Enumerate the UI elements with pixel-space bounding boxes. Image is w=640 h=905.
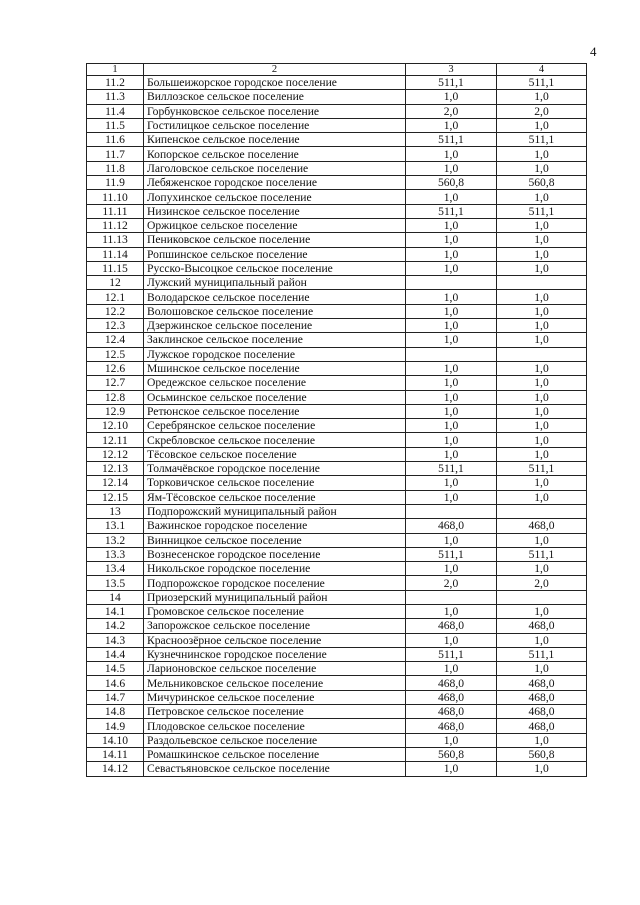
- row-value-col3: 1,0: [406, 633, 497, 647]
- row-value-col4: 1,0: [497, 662, 587, 676]
- row-value-col3: 560,8: [406, 176, 497, 190]
- row-number: 11.7: [87, 147, 144, 161]
- table-row: [87, 319, 587, 333]
- row-name: Лебяженское городское поселение: [144, 176, 406, 190]
- row-value-col4: 1,0: [497, 290, 587, 304]
- row-name: Толмачёвское городское поселение: [144, 462, 406, 476]
- row-value-col4: 1,0: [497, 319, 587, 333]
- row-name: Запорожское сельское поселение: [144, 619, 406, 633]
- table-row: [87, 190, 587, 204]
- row-value-col4: 468,0: [497, 676, 587, 690]
- table-row: [87, 347, 587, 361]
- row-number: 12.7: [87, 376, 144, 390]
- table-row: [87, 290, 587, 304]
- table-row: [87, 118, 587, 132]
- row-name: Заклинское сельское поселение: [144, 333, 406, 347]
- page-number: 4: [590, 44, 597, 59]
- row-name: Осьминское сельское поселение: [144, 390, 406, 404]
- table-row: [87, 233, 587, 247]
- row-number: 14.10: [87, 733, 144, 747]
- row-number: 11.15: [87, 261, 144, 275]
- row-name: Оредежское сельское поселение: [144, 376, 406, 390]
- table-row: [87, 733, 587, 747]
- table-body: [87, 76, 587, 777]
- row-name: Вознесенское городское поселение: [144, 547, 406, 561]
- row-name: Пениковское сельское поселение: [144, 233, 406, 247]
- row-value-col3: 1,0: [406, 361, 497, 375]
- row-name: Кузнечнинское городское поселение: [144, 647, 406, 661]
- row-number: 14.1: [87, 604, 144, 618]
- table-row: [87, 419, 587, 433]
- row-value-col4: [497, 504, 587, 518]
- row-value-col3: 1,0: [406, 404, 497, 418]
- column-header-2: 2: [144, 64, 406, 76]
- row-name: Петровское сельское поселение: [144, 705, 406, 719]
- row-name: Кипенское сельское поселение: [144, 133, 406, 147]
- row-number: 11.9: [87, 176, 144, 190]
- row-name: Копорское сельское поселение: [144, 147, 406, 161]
- row-number: 14.2: [87, 619, 144, 633]
- row-number: 12.13: [87, 462, 144, 476]
- row-value-col3: 511,1: [406, 547, 497, 561]
- allocation-table: [86, 63, 587, 777]
- row-value-col3: 468,0: [406, 690, 497, 704]
- row-number: 11.6: [87, 133, 144, 147]
- row-value-col4: 468,0: [497, 619, 587, 633]
- row-value-col3: 1,0: [406, 233, 497, 247]
- row-value-col4: 1,0: [497, 433, 587, 447]
- row-name: Оржицкое сельское поселение: [144, 218, 406, 232]
- row-name: Лужский муниципальный район: [144, 276, 406, 290]
- row-name: Мельниковское сельское поселение: [144, 676, 406, 690]
- table-header-row: [87, 64, 587, 76]
- row-value-col3: 468,0: [406, 519, 497, 533]
- row-value-col3: 1,0: [406, 118, 497, 132]
- row-value-col4: 1,0: [497, 562, 587, 576]
- row-number: 14.6: [87, 676, 144, 690]
- row-value-col4: 1,0: [497, 218, 587, 232]
- row-name: Русско-Высоцкое сельское поселение: [144, 261, 406, 275]
- row-name: Дзержинское сельское поселение: [144, 319, 406, 333]
- row-name: Раздольевское сельское поселение: [144, 733, 406, 747]
- table-row: [87, 762, 587, 776]
- row-name: Большеижорское городское поселение: [144, 76, 406, 90]
- row-number: 14.3: [87, 633, 144, 647]
- row-number: 11.12: [87, 218, 144, 232]
- row-name: Гостилицкое сельское поселение: [144, 118, 406, 132]
- row-value-col4: 1,0: [497, 633, 587, 647]
- row-value-col4: 1,0: [497, 247, 587, 261]
- row-name: Серебрянское сельское поселение: [144, 419, 406, 433]
- row-value-col4: 1,0: [497, 261, 587, 275]
- row-value-col3: 1,0: [406, 476, 497, 490]
- row-value-col4: 1,0: [497, 304, 587, 318]
- row-value-col3: 1,0: [406, 733, 497, 747]
- row-name: Севастьяновское сельское поселение: [144, 762, 406, 776]
- row-name: Скребловское сельское поселение: [144, 433, 406, 447]
- row-value-col3: 2,0: [406, 104, 497, 118]
- row-value-col4: 1,0: [497, 476, 587, 490]
- row-value-col4: 1,0: [497, 533, 587, 547]
- row-value-col3: 1,0: [406, 762, 497, 776]
- row-value-col3: 1,0: [406, 604, 497, 618]
- row-value-col3: 1,0: [406, 261, 497, 275]
- column-header-3: 3: [406, 64, 497, 76]
- table-row: [87, 447, 587, 461]
- row-value-col4: 1,0: [497, 333, 587, 347]
- column-header-1: 1: [87, 64, 144, 76]
- row-value-col3: 1,0: [406, 190, 497, 204]
- row-value-col3: [406, 590, 497, 604]
- row-value-col4: 2,0: [497, 104, 587, 118]
- row-name: Красноозёрное сельское поселение: [144, 633, 406, 647]
- row-value-col3: 1,0: [406, 290, 497, 304]
- row-value-col3: 468,0: [406, 619, 497, 633]
- row-value-col4: 1,0: [497, 361, 587, 375]
- row-number: 12: [87, 276, 144, 290]
- row-number: 13.2: [87, 533, 144, 547]
- row-value-col3: 511,1: [406, 647, 497, 661]
- row-value-col3: 1,0: [406, 662, 497, 676]
- row-name: Никольское городское поселение: [144, 562, 406, 576]
- row-value-col4: 468,0: [497, 719, 587, 733]
- row-value-col3: [406, 504, 497, 518]
- row-value-col4: 1,0: [497, 762, 587, 776]
- row-value-col3: 1,0: [406, 376, 497, 390]
- row-number: 11.8: [87, 161, 144, 175]
- row-value-col3: 468,0: [406, 705, 497, 719]
- row-value-col3: 511,1: [406, 204, 497, 218]
- row-value-col3: 1,0: [406, 533, 497, 547]
- row-name: Низинское сельское поселение: [144, 204, 406, 218]
- row-name: Подпорожский муниципальный район: [144, 504, 406, 518]
- table-row: [87, 104, 587, 118]
- table-row: [87, 218, 587, 232]
- row-number: 13.1: [87, 519, 144, 533]
- row-value-col4: 1,0: [497, 390, 587, 404]
- row-number: 11.4: [87, 104, 144, 118]
- row-value-col4: 511,1: [497, 547, 587, 561]
- row-number: 12.5: [87, 347, 144, 361]
- table-row: [87, 147, 587, 161]
- row-value-col4: 1,0: [497, 604, 587, 618]
- row-name: Володарское сельское поселение: [144, 290, 406, 304]
- row-name: Громовское сельское поселение: [144, 604, 406, 618]
- row-value-col4: 1,0: [497, 490, 587, 504]
- table-row: [87, 576, 587, 590]
- row-value-col4: 2,0: [497, 576, 587, 590]
- row-name: Лаголовское сельское поселение: [144, 161, 406, 175]
- table-row: [87, 161, 587, 175]
- row-value-col4: 560,8: [497, 747, 587, 761]
- table-row: [87, 404, 587, 418]
- row-number: 12.3: [87, 319, 144, 333]
- row-number: 12.11: [87, 433, 144, 447]
- row-value-col3: 1,0: [406, 433, 497, 447]
- row-value-col4: 511,1: [497, 462, 587, 476]
- row-value-col3: 1,0: [406, 304, 497, 318]
- row-name: Винницкое сельское поселение: [144, 533, 406, 547]
- table-row: [87, 204, 587, 218]
- row-value-col4: 468,0: [497, 690, 587, 704]
- row-value-col3: 1,0: [406, 390, 497, 404]
- row-value-col4: 511,1: [497, 133, 587, 147]
- row-number: 12.6: [87, 361, 144, 375]
- table-row: [87, 533, 587, 547]
- row-value-col3: 1,0: [406, 419, 497, 433]
- table-row: [87, 519, 587, 533]
- row-name: Виллозское сельское поселение: [144, 90, 406, 104]
- row-name: Лопухинское сельское поселение: [144, 190, 406, 204]
- row-value-col3: 1,0: [406, 90, 497, 104]
- row-value-col3: 1,0: [406, 562, 497, 576]
- row-value-col4: 1,0: [497, 376, 587, 390]
- row-value-col3: 511,1: [406, 76, 497, 90]
- row-name: Ям-Тёсовское сельское поселение: [144, 490, 406, 504]
- table-row: [87, 719, 587, 733]
- table-row: [87, 690, 587, 704]
- table-row: [87, 390, 587, 404]
- table-row: [87, 176, 587, 190]
- row-number: 14.8: [87, 705, 144, 719]
- row-name: Горбунковское сельское поселение: [144, 104, 406, 118]
- row-name: Ретюнское сельское поселение: [144, 404, 406, 418]
- table-row: [87, 676, 587, 690]
- table-row: [87, 276, 587, 290]
- row-value-col3: 1,0: [406, 218, 497, 232]
- row-name: Приозерский муниципальный район: [144, 590, 406, 604]
- row-number: 12.8: [87, 390, 144, 404]
- table-row: [87, 604, 587, 618]
- row-value-col4: 511,1: [497, 647, 587, 661]
- column-header-4: 4: [497, 64, 587, 76]
- row-value-col3: 2,0: [406, 576, 497, 590]
- table-row: [87, 76, 587, 90]
- row-number: 12.15: [87, 490, 144, 504]
- row-value-col4: [497, 276, 587, 290]
- row-value-col3: 511,1: [406, 133, 497, 147]
- row-value-col4: 1,0: [497, 118, 587, 132]
- row-number: 13: [87, 504, 144, 518]
- table-row: [87, 476, 587, 490]
- row-number: 12.2: [87, 304, 144, 318]
- row-value-col4: 1,0: [497, 190, 587, 204]
- row-number: 14: [87, 590, 144, 604]
- table-row: [87, 462, 587, 476]
- row-value-col4: 1,0: [497, 161, 587, 175]
- row-value-col4: 468,0: [497, 705, 587, 719]
- row-number: 12.12: [87, 447, 144, 461]
- table-row: [87, 304, 587, 318]
- row-name: Мшинское сельское поселение: [144, 361, 406, 375]
- table-row: [87, 504, 587, 518]
- row-number: 14.9: [87, 719, 144, 733]
- row-number: 12.1: [87, 290, 144, 304]
- row-number: 12.14: [87, 476, 144, 490]
- row-name: Ропшинское сельское поселение: [144, 247, 406, 261]
- row-name: Подпорожское городское поселение: [144, 576, 406, 590]
- table-row: [87, 662, 587, 676]
- row-name: Волошовское сельское поселение: [144, 304, 406, 318]
- row-value-col3: 1,0: [406, 247, 497, 261]
- row-name: Лужское городское поселение: [144, 347, 406, 361]
- row-value-col3: 468,0: [406, 719, 497, 733]
- row-name: Тёсовское сельское поселение: [144, 447, 406, 461]
- table-row: [87, 619, 587, 633]
- row-number: 14.12: [87, 762, 144, 776]
- row-value-col4: [497, 347, 587, 361]
- row-number: 11.10: [87, 190, 144, 204]
- row-value-col3: [406, 347, 497, 361]
- table-row: [87, 647, 587, 661]
- table-row: [87, 90, 587, 104]
- row-name: Мичуринское сельское поселение: [144, 690, 406, 704]
- row-number: 14.5: [87, 662, 144, 676]
- row-value-col4: 560,8: [497, 176, 587, 190]
- row-name: Ромашкинское сельское поселение: [144, 747, 406, 761]
- row-name: Плодовское сельское поселение: [144, 719, 406, 733]
- row-name: Ларионовское сельское поселение: [144, 662, 406, 676]
- table-row: [87, 547, 587, 561]
- row-number: 14.4: [87, 647, 144, 661]
- table-row: [87, 633, 587, 647]
- row-number: 13.3: [87, 547, 144, 561]
- row-value-col3: 1,0: [406, 333, 497, 347]
- row-number: 11.13: [87, 233, 144, 247]
- row-value-col4: 1,0: [497, 233, 587, 247]
- row-number: 14.11: [87, 747, 144, 761]
- row-number: 12.9: [87, 404, 144, 418]
- row-value-col4: 1,0: [497, 733, 587, 747]
- row-number: 12.4: [87, 333, 144, 347]
- table-row: [87, 747, 587, 761]
- row-value-col4: [497, 590, 587, 604]
- table-row: [87, 133, 587, 147]
- row-name: Важинское городское поселение: [144, 519, 406, 533]
- row-value-col3: 468,0: [406, 676, 497, 690]
- table-row: [87, 333, 587, 347]
- row-number: 11.11: [87, 204, 144, 218]
- row-value-col3: 1,0: [406, 161, 497, 175]
- row-number: 13.4: [87, 562, 144, 576]
- row-value-col3: 1,0: [406, 447, 497, 461]
- table-row: [87, 433, 587, 447]
- row-number: 13.5: [87, 576, 144, 590]
- row-value-col4: 1,0: [497, 447, 587, 461]
- table-row: [87, 361, 587, 375]
- row-value-col4: 1,0: [497, 147, 587, 161]
- table-row: [87, 590, 587, 604]
- row-number: 11.2: [87, 76, 144, 90]
- row-value-col3: 511,1: [406, 462, 497, 476]
- row-value-col3: 560,8: [406, 747, 497, 761]
- row-value-col4: 1,0: [497, 404, 587, 418]
- row-value-col3: 1,0: [406, 490, 497, 504]
- row-value-col4: 1,0: [497, 419, 587, 433]
- row-value-col4: 468,0: [497, 519, 587, 533]
- row-number: 12.10: [87, 419, 144, 433]
- row-value-col4: 1,0: [497, 90, 587, 104]
- row-value-col3: 1,0: [406, 319, 497, 333]
- row-value-col3: 1,0: [406, 147, 497, 161]
- table-row: [87, 261, 587, 275]
- table-row: [87, 247, 587, 261]
- table-row: [87, 376, 587, 390]
- row-number: 14.7: [87, 690, 144, 704]
- row-number: 11.14: [87, 247, 144, 261]
- row-value-col3: [406, 276, 497, 290]
- row-number: 11.5: [87, 118, 144, 132]
- row-value-col4: 511,1: [497, 76, 587, 90]
- table-row: [87, 705, 587, 719]
- row-name: Торковичское сельское поселение: [144, 476, 406, 490]
- table-row: [87, 562, 587, 576]
- row-value-col4: 511,1: [497, 204, 587, 218]
- table-row: [87, 490, 587, 504]
- row-number: 11.3: [87, 90, 144, 104]
